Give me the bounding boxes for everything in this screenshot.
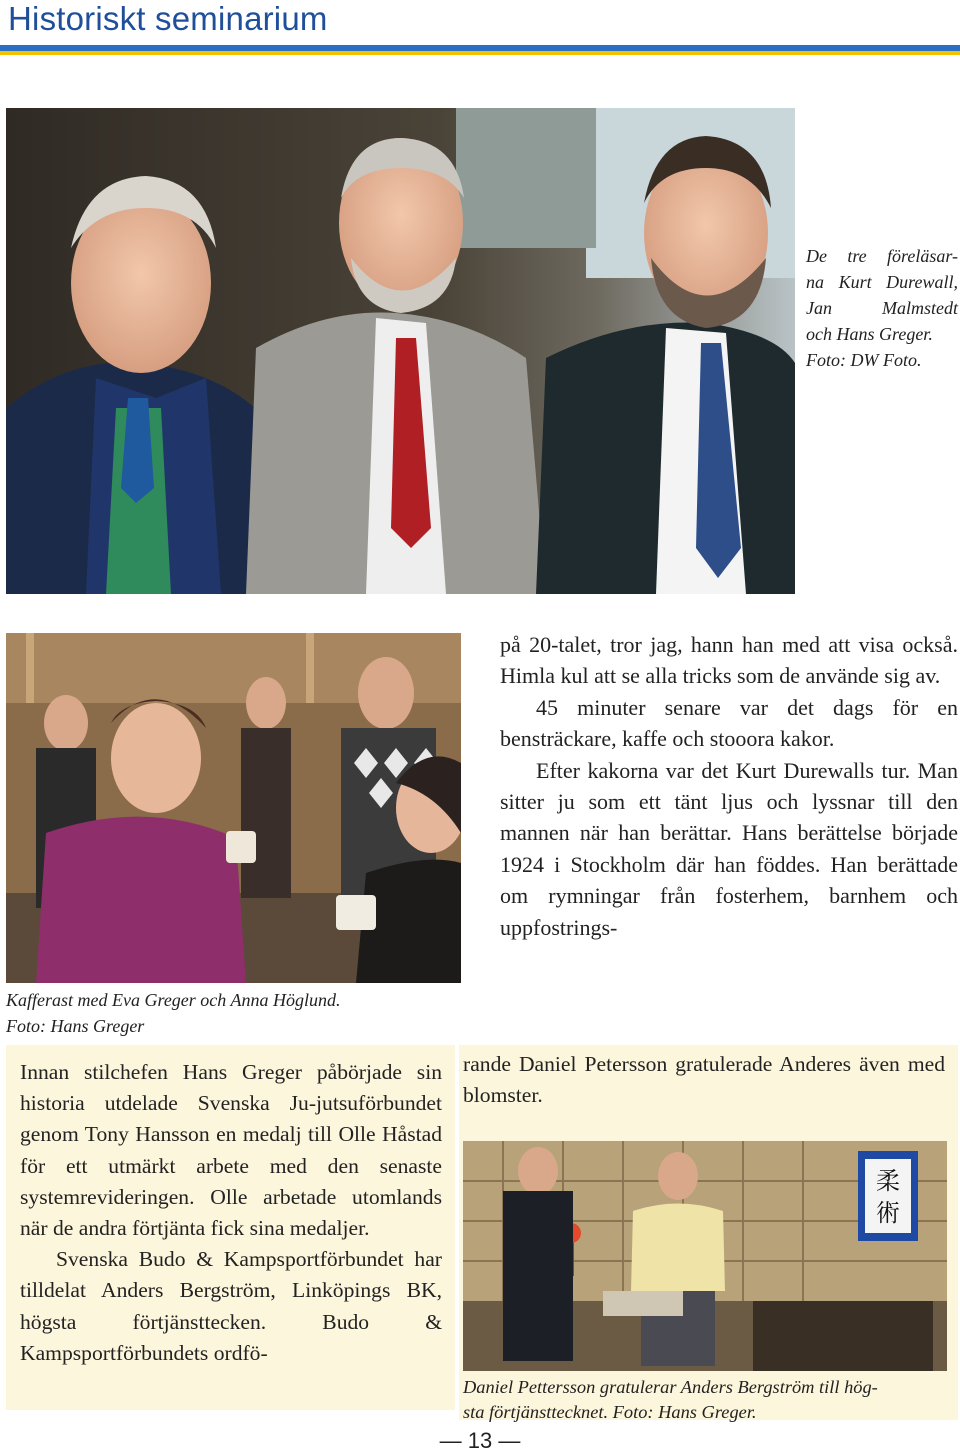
box-paragraph: rande Daniel Petersson gratulerade Anderes även med blomster. (463, 1052, 945, 1108)
lecturers-photo (6, 108, 795, 594)
article-paragraph: på 20-talet, tror jag, hann han med att visa också. Himla kul att se alla tricks som de använde sig av. (500, 632, 958, 689)
article-text-right (500, 629, 958, 943)
caption-line: och Hans Greger. (806, 324, 933, 344)
caption-line: De tre föreläsar- (806, 246, 958, 266)
award-photo-caption (463, 1375, 947, 1425)
caption-line: Foto: Hans Greger (6, 1016, 145, 1036)
caption-line: Jan Malmstedt (806, 298, 958, 318)
lecturers-caption (806, 243, 958, 373)
medal-box-left (6, 1045, 455, 1410)
article-paragraph: Efter kakorna var det Kurt Durewalls tur. Man sitter ju som ett tänt ljus och lyssnar till den mannen när han berättar. Hans berättelse började 1924 i Stockholm där han föddes. Han berättade om rymningar från fosterhem, barnhem och uppfostrings- (500, 757, 958, 940)
box-paragraph: Svenska Budo & Kampsportförbundet har tilldelat Anders Bergström, Linköpings BK, högsta förtjänsttecken. Budo & Kampsportförbundets ordfö- (20, 1247, 442, 1365)
banner-glyph-top: 柔 (876, 1167, 900, 1195)
caption-line: Daniel Pettersson gratulerar Anders Bergström till hög- (463, 1377, 878, 1397)
medal-box-right (459, 1045, 958, 1420)
header-rule-yellow (0, 51, 960, 55)
article-paragraph: 45 minuter senare var det dags för en bensträckare, kaffe och stooora kakor. (500, 694, 958, 752)
page-number: — 13 — (439, 1428, 521, 1453)
caption-line: sta förtjänsttecknet. Foto: Hans Greger. (463, 1402, 757, 1422)
coffee-break-photo (6, 633, 461, 983)
page-title: Historiskt seminarium (8, 0, 328, 37)
coffee-break-caption (6, 987, 461, 1039)
award-photo (463, 1141, 947, 1371)
caption-line: na Kurt Durewall, (806, 272, 958, 292)
banner-glyph-bottom: 術 (876, 1199, 900, 1227)
caption-line: Foto: DW Foto. (806, 350, 922, 370)
box-paragraph: Innan stilchefen Hans Greger påbörjade sin historia utdelade Svenska Ju-jutsuförbundet genom Tony Hansson en medalj till Olle Håstad för ett utmärkt arbete med den senaste systemrevideringen. Olle arbetade utomlands när de andra förtjänta fick sina medaljer. (20, 1060, 442, 1241)
caption-line: Kafferast med Eva Greger och Anna Höglund. (6, 990, 341, 1010)
